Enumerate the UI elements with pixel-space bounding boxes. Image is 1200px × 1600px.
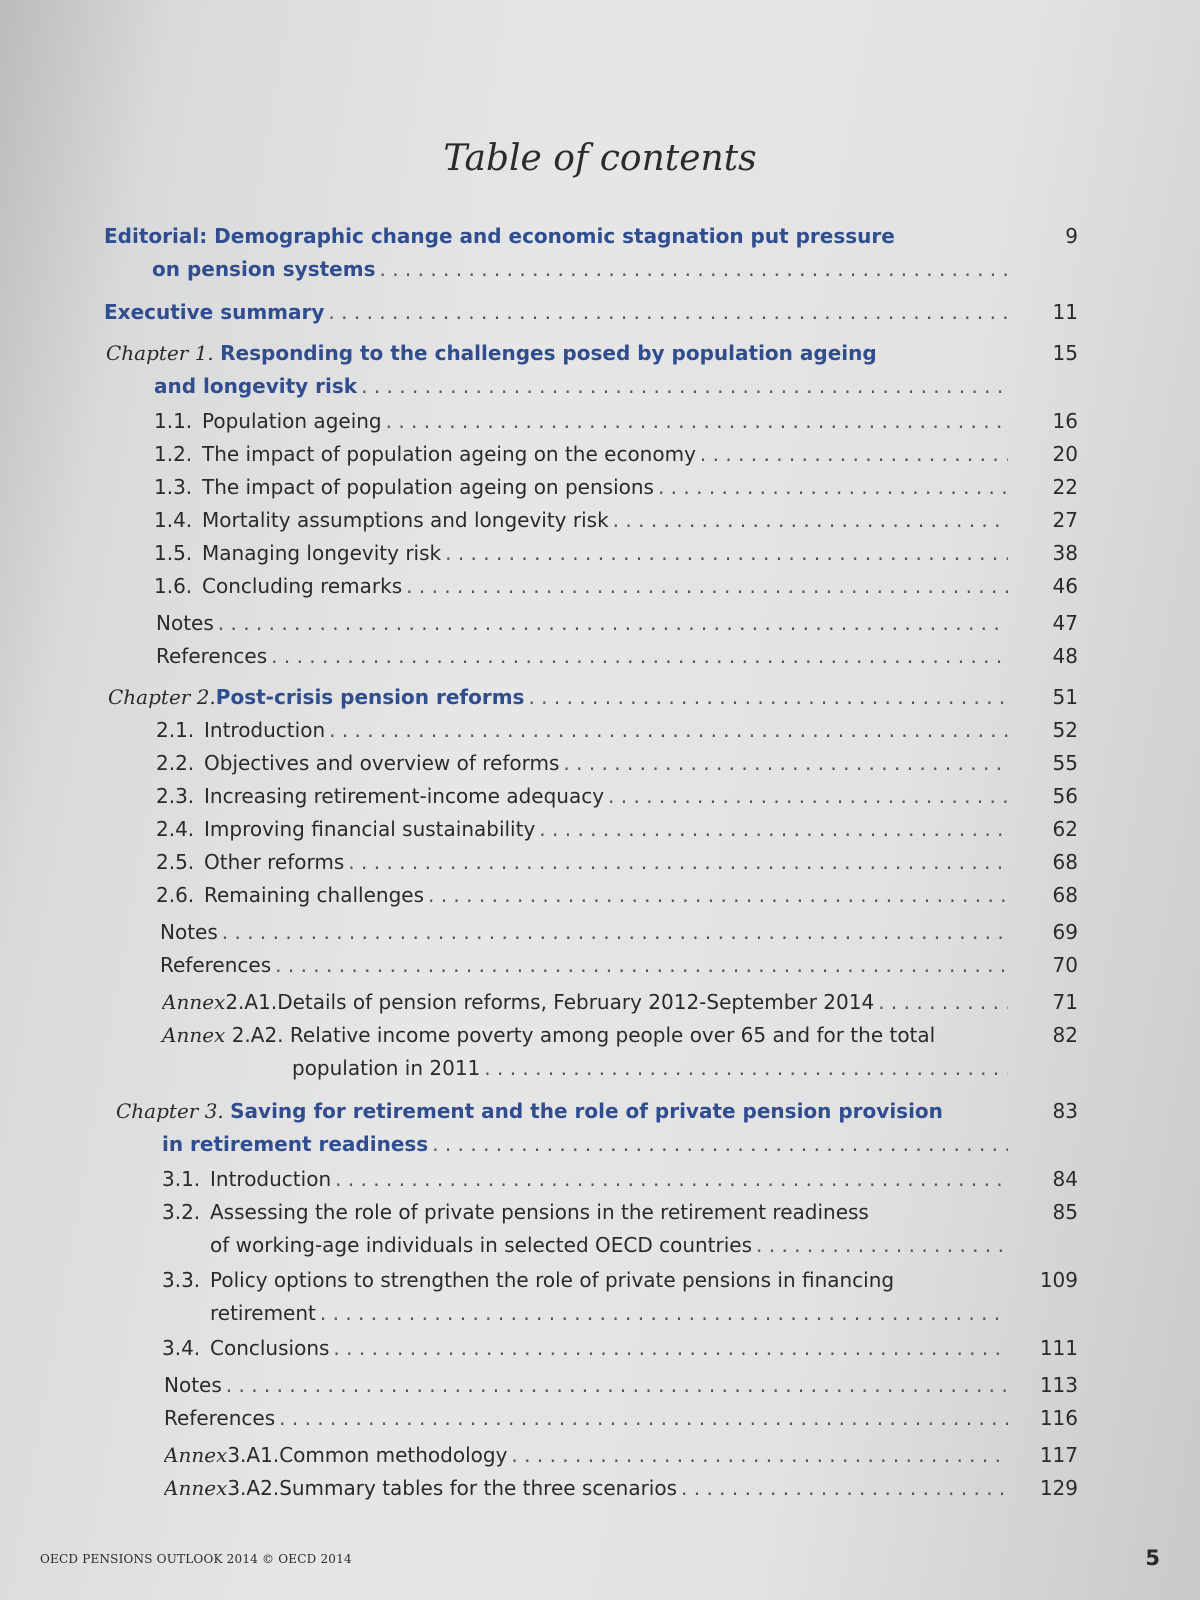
leader-dots [333, 1332, 1008, 1365]
toc-entry-executive-summary[interactable] [0, 296, 1200, 329]
section-title-line2: of working-age individuals in selected OECD countries [210, 1233, 753, 1257]
executive-summary-title: Executive summary [104, 300, 325, 324]
leader-dots [279, 1402, 1008, 1435]
section-title: Introduction [204, 718, 326, 742]
section-number: 1.2. [154, 442, 193, 466]
page-number: 55 [1052, 751, 1078, 775]
leader-dots [681, 1472, 1008, 1505]
references-label: References [156, 644, 268, 668]
leader-dots [613, 504, 1008, 537]
page-number: 113 [1039, 1373, 1078, 1397]
page-number: 52 [1052, 718, 1078, 742]
section-title: Objectives and overview of reforms [204, 751, 560, 775]
section-title: Population ageing [202, 409, 382, 433]
toc-entry-section[interactable] [0, 1332, 1200, 1365]
chapter-prefix: Chapter 1. [106, 341, 221, 365]
footer-copyright: OECD PENSIONS OUTLOOK 2014 © OECD 2014 [40, 1552, 352, 1566]
toc-entry-annex[interactable] [0, 1472, 1200, 1505]
section-title: Other reforms [204, 850, 345, 874]
chapter-title-line1: Saving for retirement and the role of private pension provision [230, 1099, 943, 1123]
leader-dots [658, 471, 1008, 504]
page-number: 82 [1052, 1023, 1078, 1047]
leader-dots [700, 438, 1008, 471]
toc-entry-section[interactable] [0, 405, 1200, 438]
annex-prefix: Annex [164, 1443, 228, 1467]
annex-title-line1: Relative income poverty among people over 65 and for the total [289, 1023, 936, 1047]
toc-entry-notes[interactable] [0, 916, 1200, 949]
page-number: 9 [1065, 224, 1078, 248]
leader-dots [275, 949, 1008, 982]
annex-number: 2.A2. [231, 1023, 290, 1047]
toc-entry-section[interactable] [0, 438, 1200, 471]
page-number: 83 [1052, 1099, 1078, 1123]
page-number: 48 [1052, 644, 1078, 668]
leader-dots [328, 296, 1008, 329]
section-title: The impact of population ageing on the economy [202, 442, 696, 466]
page-number: 129 [1039, 1476, 1078, 1500]
section-number: 2.5. [156, 850, 195, 874]
chapter-title-line1: Responding to the challenges posed by population ageing [220, 341, 877, 365]
section-number: 1.6. [154, 574, 193, 598]
chapter-title-line2: and longevity risk [154, 374, 358, 398]
section-title: Introduction [210, 1167, 332, 1191]
table-of-contents [0, 220, 1200, 1505]
notes-label: Notes [164, 1373, 222, 1397]
editorial-title-line2: on pension systems [152, 257, 376, 281]
page-number: 71 [1052, 990, 1078, 1014]
toc-entry-section[interactable] [0, 780, 1200, 813]
section-number: 3.3. [162, 1268, 201, 1292]
leader-dots [335, 1163, 1008, 1196]
leader-dots [406, 570, 1008, 603]
section-number: 2.4. [156, 817, 195, 841]
toc-entry-notes[interactable] [0, 607, 1200, 640]
leader-dots [222, 916, 1008, 949]
toc-entry-references[interactable] [0, 949, 1200, 982]
page-title: Table of contents [443, 138, 757, 179]
toc-entry-annex[interactable] [0, 1439, 1200, 1472]
page-number: 70 [1052, 953, 1078, 977]
page-number: 69 [1052, 920, 1078, 944]
folio-page-number: 5 [1145, 1546, 1160, 1570]
annex-title: Summary tables for the three scenarios [279, 1476, 678, 1500]
leader-dots [878, 986, 1008, 1019]
page-number: 27 [1052, 508, 1078, 532]
section-title: The impact of population ageing on pensions [202, 475, 654, 499]
section-number: 2.2. [156, 751, 195, 775]
page-number: 62 [1052, 817, 1078, 841]
notes-label: Notes [156, 611, 214, 635]
toc-entry-section[interactable] [0, 714, 1200, 747]
section-title-line2: retirement [210, 1301, 316, 1325]
page-number: 47 [1052, 611, 1078, 635]
section-number: 3.2. [162, 1200, 201, 1224]
toc-entry-section[interactable] [0, 570, 1200, 603]
chapter-title-line2: in retirement readiness [162, 1132, 429, 1156]
page-number: 117 [1039, 1443, 1078, 1467]
page-number: 111 [1039, 1336, 1078, 1360]
annex-number: 3.A1. [227, 1443, 280, 1467]
section-number: 3.1. [162, 1167, 201, 1191]
section-number: 1.5. [154, 541, 193, 565]
page-number: 22 [1052, 475, 1078, 499]
page-number: 46 [1052, 574, 1078, 598]
page-number: 51 [1052, 685, 1078, 709]
annex-title-line2: population in 2011 [292, 1056, 481, 1080]
page-number: 85 [1052, 1200, 1078, 1224]
leader-dots [329, 714, 1008, 747]
toc-entry-chapter-2[interactable] [0, 681, 1200, 714]
toc-entry-section[interactable] [0, 504, 1200, 537]
editorial-title-line1: Editorial: Demographic change and economic stagnation put pressure [104, 224, 895, 248]
leader-dots [563, 747, 1008, 780]
section-number: 1.3. [154, 475, 193, 499]
leader-dots [271, 640, 1008, 673]
leader-dots [511, 1439, 1008, 1472]
section-title: Remaining challenges [204, 883, 424, 907]
leader-dots [226, 1369, 1008, 1402]
toc-entry-section[interactable] [0, 846, 1200, 879]
leader-dots [756, 1229, 1008, 1262]
section-title-line1: Policy options to strengthen the role of private pensions in financing [210, 1268, 895, 1292]
annex-title: Details of pension reforms, February 2012-September 2014 [277, 990, 875, 1014]
toc-entry-section[interactable] [0, 879, 1200, 912]
chapter-prefix: Chapter 3. [116, 1099, 231, 1123]
page-number: 116 [1039, 1406, 1078, 1430]
toc-entry-chapter-3[interactable] [0, 1095, 1200, 1163]
toc-entry-section[interactable] [0, 813, 1200, 846]
leader-dots [218, 607, 1008, 640]
page-number: 56 [1052, 784, 1078, 808]
page-number: 84 [1052, 1167, 1078, 1191]
section-number: 1.1. [154, 409, 193, 433]
toc-entry-section[interactable] [0, 1264, 1200, 1332]
references-label: References [160, 953, 272, 977]
page-number: 109 [1039, 1268, 1078, 1292]
leader-dots [484, 1052, 1008, 1085]
annex-number: 2.A1. [225, 990, 278, 1014]
leader-dots [432, 1128, 1008, 1161]
section-title: Improving financial sustainability [204, 817, 536, 841]
section-title-line1: Assessing the role of private pensions in the retirement readiness [210, 1200, 869, 1224]
toc-entry-section[interactable] [0, 747, 1200, 780]
annex-title: Common methodology [279, 1443, 508, 1467]
leader-dots [361, 370, 1008, 403]
toc-entry-annex[interactable] [0, 986, 1200, 1019]
section-title: Increasing retirement-income adequacy [204, 784, 605, 808]
toc-entry-chapter-1[interactable] [0, 337, 1200, 405]
annex-prefix: Annex [162, 990, 226, 1014]
references-label: References [164, 1406, 276, 1430]
page-number: 16 [1052, 409, 1078, 433]
leader-dots [428, 879, 1008, 912]
page-number: 15 [1052, 341, 1078, 365]
page-number: 68 [1052, 883, 1078, 907]
toc-entry-section[interactable] [0, 1163, 1200, 1196]
leader-dots [348, 846, 1008, 879]
toc-entry-section[interactable] [0, 1196, 1200, 1264]
annex-number: 3.A2. [227, 1476, 280, 1500]
section-number: 2.1. [156, 718, 195, 742]
notes-label: Notes [160, 920, 218, 944]
chapter-prefix: Chapter 2. [108, 685, 216, 709]
toc-entry-section[interactable] [0, 471, 1200, 504]
toc-entry-section[interactable] [0, 537, 1200, 570]
toc-entry-annex[interactable] [0, 1019, 1200, 1087]
page-number: 68 [1052, 850, 1078, 874]
leader-dots [379, 253, 1008, 286]
section-number: 2.6. [156, 883, 195, 907]
section-number: 2.3. [156, 784, 195, 808]
section-number: 1.4. [154, 508, 193, 532]
page-number: 20 [1052, 442, 1078, 466]
chapter-title: Post-crisis pension reforms [215, 685, 525, 709]
section-title: Concluding remarks [202, 574, 403, 598]
section-number: 3.4. [162, 1336, 201, 1360]
section-title: Managing longevity risk [202, 541, 442, 565]
toc-entry-editorial[interactable] [0, 220, 1200, 288]
leader-dots [528, 681, 1008, 714]
leader-dots [320, 1297, 1008, 1330]
leader-dots [386, 405, 1008, 438]
section-title: Mortality assumptions and longevity risk [202, 508, 609, 532]
page-number: 38 [1052, 541, 1078, 565]
page-number: 11 [1052, 300, 1078, 324]
annex-prefix: Annex [164, 1476, 228, 1500]
section-title: Conclusions [210, 1336, 330, 1360]
leader-dots [445, 537, 1008, 570]
leader-dots [539, 813, 1008, 846]
leader-dots [608, 780, 1008, 813]
toc-entry-notes[interactable] [0, 1369, 1200, 1402]
annex-prefix: Annex [162, 1023, 232, 1047]
toc-entry-references[interactable] [0, 1402, 1200, 1435]
toc-entry-references[interactable] [0, 640, 1200, 673]
